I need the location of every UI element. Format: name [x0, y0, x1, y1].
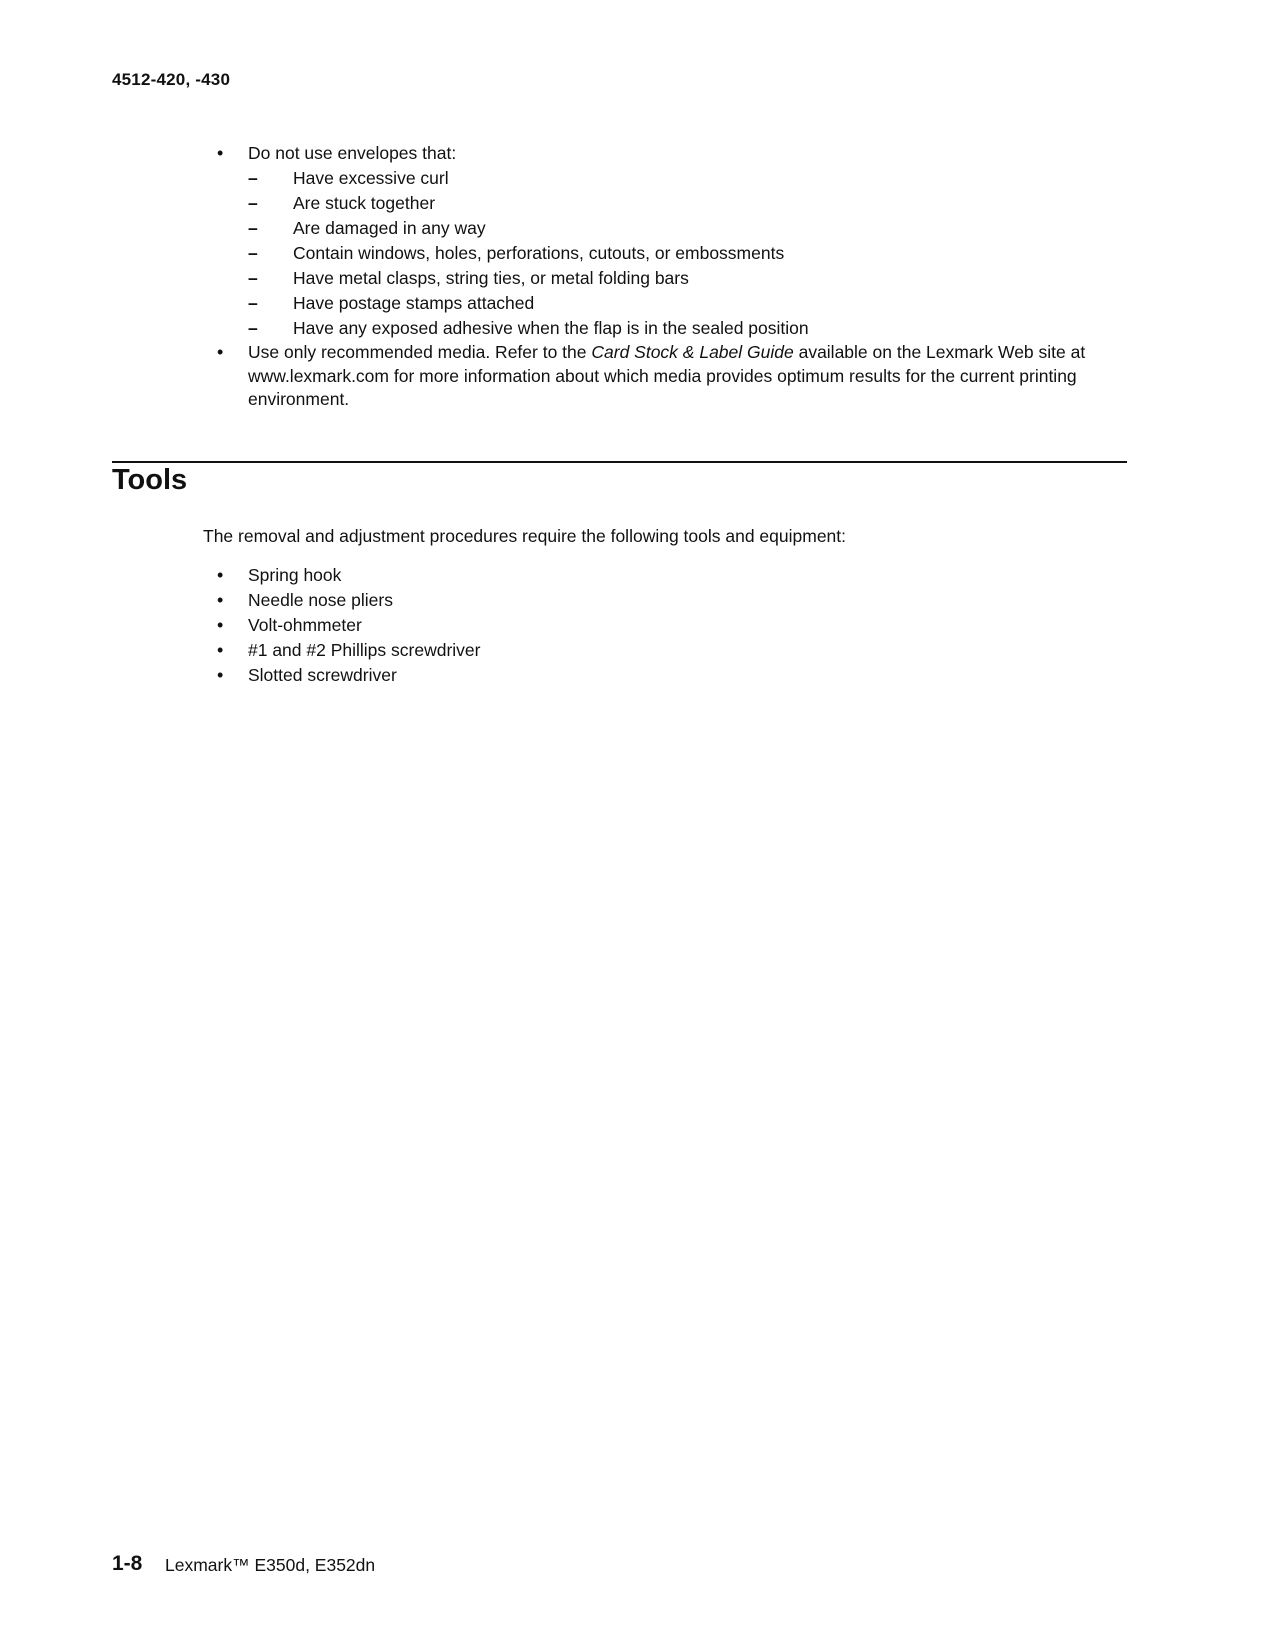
- list-item: [248, 316, 1135, 341]
- bullet-icon: •: [217, 143, 224, 163]
- list-item: [215, 613, 1135, 638]
- list-item: [215, 341, 1135, 412]
- restriction-text: Have postage stamps attached: [293, 293, 535, 313]
- media-note-before: Use only recommended media. Refer to the: [248, 342, 592, 362]
- dash-icon: –: [248, 318, 258, 338]
- list-item: [215, 141, 1135, 341]
- tool-name: Spring hook: [248, 565, 342, 585]
- list-item: [248, 166, 1135, 191]
- dash-icon: –: [248, 243, 258, 263]
- dash-icon: –: [248, 268, 258, 288]
- restriction-text: Are stuck together: [293, 193, 436, 213]
- list-item: [215, 563, 1135, 588]
- restriction-text: Have metal clasps, string ties, or metal folding bars: [293, 268, 689, 288]
- list-item: [248, 191, 1135, 216]
- dash-icon: –: [248, 168, 258, 188]
- footer-product-name: Lexmark™ E350d, E352dn: [165, 1555, 376, 1575]
- section-divider: [112, 461, 1127, 463]
- tools-list: [215, 563, 1135, 688]
- list-item: [215, 588, 1135, 613]
- envelope-restrictions-list: [248, 166, 1135, 341]
- tool-name: #1 and #2 Phillips screwdriver: [248, 640, 481, 660]
- dash-icon: –: [248, 293, 258, 313]
- list-item: [248, 216, 1135, 241]
- tool-name: Slotted screwdriver: [248, 665, 397, 685]
- envelope-list-lead: Do not use envelopes that:: [248, 143, 457, 163]
- bullet-icon: •: [217, 665, 224, 685]
- list-item: [215, 638, 1135, 663]
- list-item: [215, 663, 1135, 688]
- restriction-text: Are damaged in any way: [293, 218, 486, 238]
- envelope-guidelines-list: [215, 141, 1135, 412]
- page-number: 1-8: [112, 1552, 143, 1575]
- restriction-text: Have any exposed adhesive when the flap is in the sealed position: [293, 318, 809, 338]
- restriction-text: Contain windows, holes, perforations, cutouts, or embossments: [293, 243, 785, 263]
- section-title: Tools: [112, 464, 188, 496]
- dash-icon: –: [248, 193, 258, 213]
- tools-intro: The removal and adjustment procedures require the following tools and equipment:: [203, 526, 847, 546]
- dash-icon: –: [248, 218, 258, 238]
- list-item: [248, 266, 1135, 291]
- list-item: [248, 291, 1135, 316]
- bullet-icon: •: [217, 342, 224, 362]
- guide-title: Card Stock & Label Guide: [591, 342, 794, 362]
- restriction-text: Have excessive curl: [293, 168, 449, 188]
- bullet-icon: •: [217, 615, 224, 635]
- bullet-icon: •: [217, 565, 224, 585]
- tool-name: Volt-ohmmeter: [248, 615, 362, 635]
- document-model-code: 4512-420, -430: [112, 70, 231, 89]
- media-note-after: available on the Lexmark Web site at www.lexmark.com for more information about which media provides optimum results for the current printing environment.: [248, 342, 1086, 409]
- list-item: [248, 241, 1135, 266]
- tool-name: Needle nose pliers: [248, 590, 393, 610]
- bullet-icon: •: [217, 640, 224, 660]
- bullet-icon: •: [217, 590, 224, 610]
